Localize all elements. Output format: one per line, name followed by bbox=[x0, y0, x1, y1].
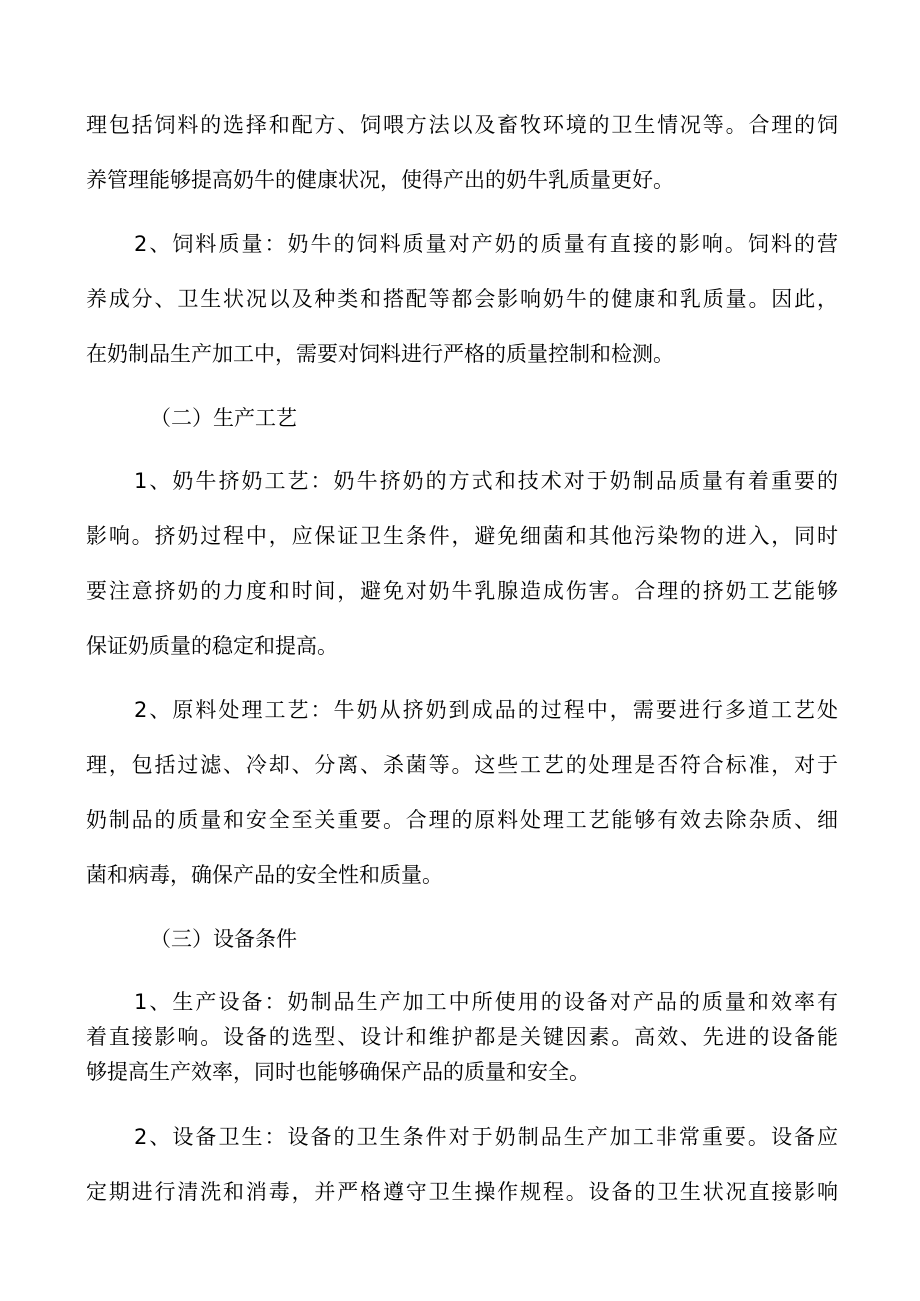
text-line: 2、原料处理工艺：牛奶从挤奶到成品的过程中，需要进行多道工艺处 bbox=[134, 698, 838, 722]
text-line: 理，包括过滤、冷却、分离、杀菌等。这些工艺的处理是否符合标准，对于 bbox=[86, 753, 838, 777]
text-line: 2、饲料质量：奶牛的饲料质量对产奶的质量有直接的影响。饲料的营 bbox=[134, 232, 838, 256]
text-line: 影响。挤奶过程中，应保证卫生条件，避免细菌和其他污染物的进入，同时 bbox=[86, 524, 838, 548]
text-line: 着直接影响。设备的选型、设计和维护都是关键因素。高效、先进的设备能 bbox=[86, 1025, 838, 1049]
text-line: 1、生产设备：奶制品生产加工中所使用的设备对产品的质量和效率有 bbox=[134, 990, 838, 1014]
text-line: 理包括饲料的选择和配方、饲喂方法以及畜牧环境的卫生情况等。合理的饲 bbox=[86, 113, 838, 137]
text-line: 养成分、卫生状况以及种类和搭配等都会影响奶牛的健康和乳质量。因此， bbox=[86, 287, 838, 311]
text-line: 1、奶牛挤奶工艺：奶牛挤奶的方式和技术对于奶制品质量有着重要的 bbox=[134, 469, 838, 493]
text-line: 奶制品的质量和安全至关重要。合理的原料处理工艺能够有效去除杂质、细 bbox=[86, 808, 838, 832]
text-line: 定期进行清洗和消毒，并严格遵守卫生操作规程。设备的卫生状况直接影响 bbox=[86, 1180, 838, 1204]
text-line: 养管理能够提高奶牛的健康状况，使得产出的奶牛乳质量更好。 bbox=[86, 168, 674, 192]
section-heading: （三）设备条件 bbox=[150, 927, 297, 951]
text-line: 够提高生产效率，同时也能够确保产品的质量和安全。 bbox=[86, 1060, 590, 1084]
text-line: 2、设备卫生：设备的卫生条件对于奶制品生产加工非常重要。设备应 bbox=[134, 1125, 838, 1149]
text-line: 保证奶质量的稳定和提高。 bbox=[86, 634, 338, 658]
section-heading: （二）生产工艺 bbox=[150, 406, 297, 430]
text-line: 在奶制品生产加工中，需要对饲料进行严格的质量控制和检测。 bbox=[86, 342, 674, 366]
text-line: 菌和病毒，确保产品的安全性和质量。 bbox=[86, 863, 443, 887]
text-line: 要注意挤奶的力度和时间，避免对奶牛乳腺造成伤害。合理的挤奶工艺能够 bbox=[86, 579, 838, 603]
